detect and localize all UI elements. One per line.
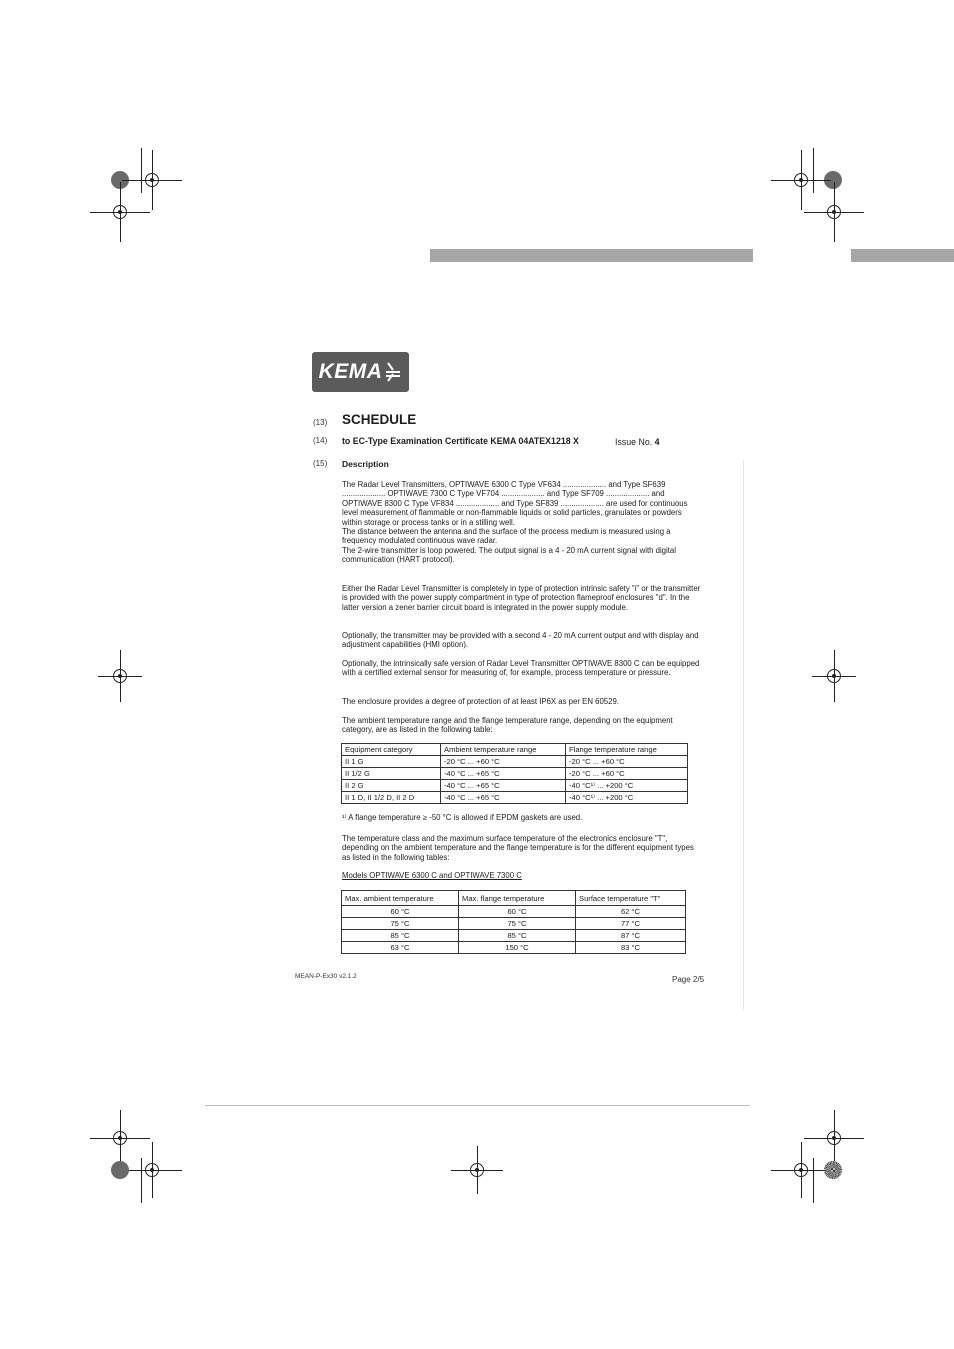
table-cell: -40 °C¹⁾ ... +200 °C xyxy=(566,792,688,804)
scan-edge xyxy=(743,460,744,1010)
issue-label: Issue No. xyxy=(615,437,653,447)
section-number: (15) xyxy=(313,459,328,468)
table-row xyxy=(342,906,686,918)
paragraph: The 2-wire transmitter is loop powered. The output signal is a 4 - 20 mA current signal with digital communication (HART protocol). xyxy=(342,545,676,565)
page-title: SCHEDULE xyxy=(342,412,417,427)
table-cell: -40 °C¹⁾ ... +200 °C xyxy=(566,780,688,792)
table-row xyxy=(342,918,686,930)
table-cell: 77 °C xyxy=(576,918,686,930)
paragraph: The distance between the antenna and the surface of the process medium is measured using a frequency modulated continuous wave radar. xyxy=(342,527,671,546)
table-header-cell: Max. ambient temperature xyxy=(342,891,459,906)
table-cell: 62 °C xyxy=(576,906,686,918)
paragraph: Optionally, the intrinsically safe version of Radar Level Transmitter OPTIWAVE 8300 C can be equipped with a certified external sensor for measuring of, for example, process temperature or pressure. xyxy=(342,659,700,678)
paragraph: The ambient temperature range and the flange temperature range, depending on the equipment category, are as listed in the following table: xyxy=(342,716,673,735)
registration-disc-icon xyxy=(824,1161,842,1179)
footnote: ¹⁾ A flange temperature ≥ -50 °C is allowed if EPDM gaskets are used. xyxy=(342,813,583,822)
paragraph: Either the Radar Level Transmitter is completely in type of protection intrinsic safety "i" or the transmitter is provided with the power supply compartment in type of protection flameproof enclosures "d". In the latter version a zener barrier circuit board is integrated in the power supply module. xyxy=(342,584,701,612)
table-cell: 63 °C xyxy=(342,942,459,954)
paragraph: Optionally, the transmitter may be provided with a second 4 - 20 mA current output and with display and adjustment capabilities (HMI option). xyxy=(342,631,699,650)
page-number: Page 2/5 xyxy=(672,975,705,984)
footer-divider xyxy=(205,1105,750,1106)
table-cell: 60 °C xyxy=(459,906,576,918)
table-cell: -20 °C ... +60 °C xyxy=(441,756,566,768)
table-header-cell: Max. flange temperature xyxy=(459,891,576,906)
table-row xyxy=(342,930,686,942)
table-cell: 85 °C xyxy=(342,930,459,942)
paragraph: The temperature class and the maximum surface temperature of the electronics enclosure "T", depending on the ambient temperature and the flange temperature is for the different equipment types as listed in the following tables: xyxy=(342,834,694,862)
table-header-row xyxy=(342,744,688,756)
paragraph: The Radar Level Transmitters, OPTIWAVE 6300 C Type VF634 .................... and Type SF639 .................... OPTIWAVE 7300 C Type VF704 .................... and Type SF709 .................... and OPTIWAVE 8300 C Type VF834 .................... and Type SF839 .................... are used for continuous level measurement of flammable or non-flammable liquids or solid particles, granulates or powders within storage or process tanks or in a stilling well. xyxy=(342,480,688,527)
table-row xyxy=(342,780,688,792)
table-cell: 87 °C xyxy=(576,930,686,942)
crop-mark-icon xyxy=(141,148,142,193)
table-cell: -40 °C ... +65 °C xyxy=(441,780,566,792)
surface-temperature-table xyxy=(341,890,686,954)
table-cell: 85 °C xyxy=(459,930,576,942)
table-cell: -20 °C ... +60 °C xyxy=(566,756,688,768)
table-cell: -40 °C ... +65 °C xyxy=(441,792,566,804)
logo-text: KEMA xyxy=(318,360,383,383)
table-cell: 60 °C xyxy=(342,906,459,918)
table-row xyxy=(342,756,688,768)
table-cell: II 1 D, II 1/2 D, II 2 D xyxy=(342,792,441,804)
paragraph: The enclosure provides a degree of protection of at least IP6X as per EN 60529. xyxy=(342,697,619,706)
issue-value: 4 xyxy=(654,437,660,447)
table-header-row xyxy=(342,891,686,906)
table-cell: II 2 G xyxy=(342,780,441,792)
table-row xyxy=(342,942,686,954)
temperature-range-table xyxy=(341,743,688,804)
crop-mark-icon xyxy=(813,148,814,193)
table-cell: -40 °C ... +65 °C xyxy=(441,768,566,780)
registration-disc-icon xyxy=(111,1161,129,1179)
table-header-cell: Equipment category xyxy=(342,744,441,756)
table-cell: 83 °C xyxy=(576,942,686,954)
table-header-cell: Surface temperature "T" xyxy=(576,891,686,906)
kema-logo xyxy=(312,352,409,392)
table-row xyxy=(342,792,688,804)
table-cell: -20 °C ... +60 °C xyxy=(566,768,688,780)
certificate-subtitle: to EC-Type Examination Certificate KEMA 04ATEX1218 X xyxy=(342,436,579,446)
table-cell: 150 °C xyxy=(459,942,576,954)
table-header-cell: Ambient temperature range xyxy=(441,744,566,756)
crop-mark-icon xyxy=(141,1158,142,1203)
kema-mark-icon xyxy=(384,361,402,383)
section-number: (13) xyxy=(313,418,328,427)
models-heading: Models OPTIWAVE 6300 C and OPTIWAVE 7300 C xyxy=(342,871,522,880)
table-cell: II 1/2 G xyxy=(342,768,441,780)
header-bar-main xyxy=(430,249,753,262)
crop-mark-icon xyxy=(813,1158,814,1203)
description-body xyxy=(342,480,702,565)
table-cell: 75 °C xyxy=(459,918,576,930)
issue-number xyxy=(615,437,660,447)
table-header-cell: Flange temperature range xyxy=(566,744,688,756)
table-cell: II 1 G xyxy=(342,756,441,768)
header-bar-right xyxy=(851,249,954,262)
table-cell: 75 °C xyxy=(342,918,459,930)
section-number: (14) xyxy=(313,436,328,445)
description-heading: Description xyxy=(342,459,389,469)
table-row xyxy=(342,768,688,780)
document-code: MEAN-P-Ex30 v2.1.2 xyxy=(295,973,357,980)
